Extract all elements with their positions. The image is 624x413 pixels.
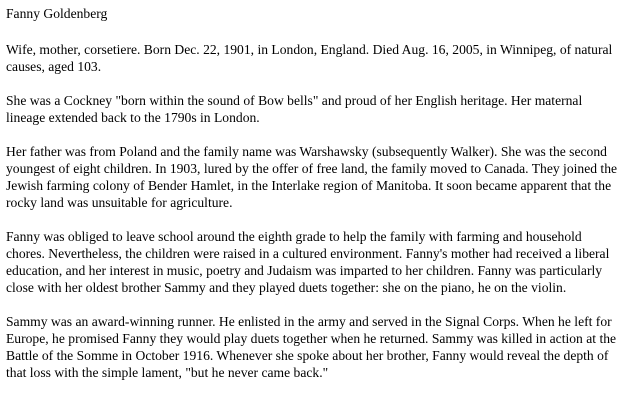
paragraph-family: Her father was from Poland and the family name was Warshawsky (subsequently Walker). She was the second youngest of eight children. In 1903, lured by the offer of free land, the family moved to Canada. They joined the Jewish farming colony of Bender Hamlet, in the Interlake region of Manitoba. It soon became apparent that the rocky land was unsuitable for agriculture. xyxy=(6,144,618,210)
paragraph-childhood: Fanny was obliged to leave school around the eighth grade to help the family with farming and household chores. Nevertheless, the children were raised in a cultured environment. Fanny's mother had received a liberal education, and her interest in music, poetry and Judaism was imparted to her children. Fanny was particularly close with her oldest brother Sammy and they played duets together: she on the piano, he on the violin. xyxy=(6,229,610,295)
paragraph-summary: Wife, mother, corsetiere. Born Dec. 22, 1901, in London, England. Died Aug. 16, 2005, in Winnipeg, of natural causes, aged 103. xyxy=(6,42,613,74)
document-title: Fanny Goldenberg xyxy=(6,6,108,21)
paragraph-brother: Sammy was an award-winning runner. He enlisted in the army and served in the Signal Corps. When he left for Europe, he promised Fanny they would play duets together when he returned. Sammy was killed in action at the Battle of the Somme in October 1916. Whenever she spoke about her brother, Fanny would reveal the depth of that loss with the simple lament, "but he never came back." xyxy=(6,314,617,380)
document-body xyxy=(6,5,618,398)
paragraph-heritage: She was a Cockney "born within the sound of Bow bells" and proud of her English heritage. Her maternal lineage extended back to the 1790s in London. xyxy=(6,93,583,125)
